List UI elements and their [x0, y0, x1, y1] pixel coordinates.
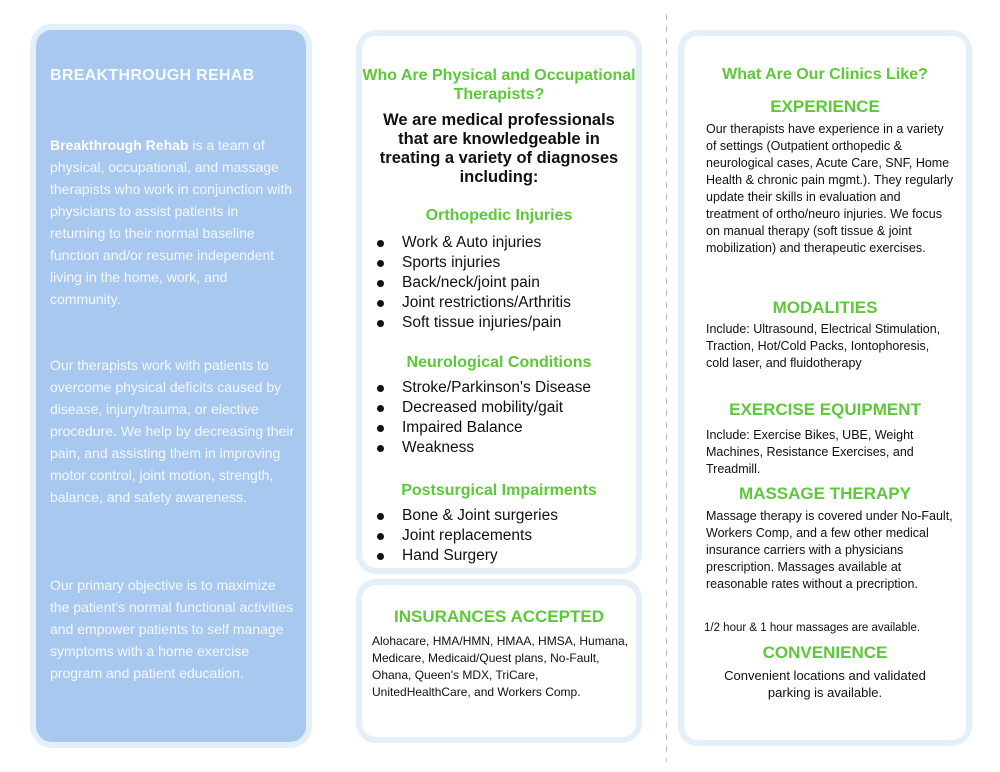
- fold-divider: [666, 14, 667, 762]
- section-title-orthopedic: Orthopedic Injuries: [425, 207, 573, 224]
- insurance-title: INSURANCES ACCEPTED: [393, 607, 604, 626]
- about-paragraph-2: Our therapists work with patients to overcome physical deficits caused by disease, injury/trauma, or elective procedure. We help by decreasing their pain, and assisting them in improving motor control, joint motion, strength, balance, and safety awareness.: [50, 357, 295, 505]
- about-panel: [36, 30, 306, 742]
- section-title-postsurgical: Postsurgical Impairments: [401, 482, 597, 499]
- massage-title: MASSAGE THERAPY: [739, 484, 911, 503]
- list-item: Bone & Joint surgeries: [372, 506, 558, 526]
- list-item: Work & Auto injuries: [372, 233, 571, 253]
- list-item: Stroke/Parkinson's Disease: [372, 378, 591, 398]
- clinics-panel: [684, 36, 966, 740]
- list-item: Back/neck/joint pain: [372, 273, 571, 293]
- modalities-text: Include: Ultrasound, Electrical Stimulation, Traction, Hot/Cold Packs, Iontophoresis, cold laser, and fluidotherapy: [706, 322, 941, 370]
- insurance-panel: [362, 585, 636, 737]
- convenience-text: Convenient locations and validated parking is available.: [724, 668, 926, 700]
- neurological-list: [372, 378, 591, 458]
- equipment-title: EXERCISE EQUIPMENT: [729, 400, 921, 419]
- list-item: Hand Surgery: [372, 546, 558, 566]
- about-title: BREAKTHROUGH REHAB: [50, 67, 255, 84]
- about-brand-name: Breakthrough Rehab: [50, 137, 189, 153]
- about-paragraph-1: [50, 134, 296, 310]
- postsurgical-list: [372, 506, 558, 566]
- list-item: Joint restrictions/Arthritis: [372, 293, 571, 313]
- therapists-panel: [362, 36, 636, 568]
- list-item: Sports injuries: [372, 253, 571, 273]
- orthopedic-list: [372, 233, 571, 333]
- clinics-heading: What Are Our Clinics Like?: [722, 66, 928, 83]
- list-item: Soft tissue injuries/pain: [372, 313, 571, 333]
- therapists-intro: We are medical professionals that are knowledgeable in treating a variety of diagnoses including:: [379, 111, 619, 186]
- list-item: Joint replacements: [372, 526, 558, 546]
- massage-note: 1/2 hour & 1 hour massages are available.: [704, 622, 921, 634]
- insurance-list-text: Alohacare, HMA/HMN, HMAA, HMSA, Humana, Medicare, Medicaid/Quest plans, No-Fault, Ohana, Queen's MDX, TriCare, UnitedHealthCare, and Workers Comp.: [372, 634, 629, 699]
- list-item: Decreased mobility/gait: [372, 398, 591, 418]
- therapists-heading: Who Are Physical and Occupational Therapists?: [362, 67, 636, 103]
- list-item: Impaired Balance: [372, 418, 591, 438]
- section-title-neurological: Neurological Conditions: [406, 354, 592, 371]
- experience-text: Our therapists have experience in a variety of settings (Outpatient orthopedic & neurological cases, Acute Care, SNF, Home Health & chronic pain mgmt.). They regularly update their skills in evaluation and treatment of ortho/neuro injuries. We focus on manual therapy (soft tissue & joint mobilization) and therapeutic exercises.: [706, 122, 954, 255]
- massage-text: Massage therapy is covered under No-Fault, Workers Comp, and a few other medical insurance carriers with a physicians prescription. Massages available at reasonable rates without a precription.: [706, 509, 953, 591]
- modalities-title: MODALITIES: [772, 298, 878, 317]
- about-paragraph-1-text: is a team of physical, occupational, and massage therapists who work in conjunction with physicians to assist patients in returning to their normal baseline function and/or resume independent living in the home, work, and community.: [50, 137, 293, 307]
- list-item: Weakness: [372, 438, 591, 458]
- equipment-text: Include: Exercise Bikes, UBE, Weight Machines, Resistance Exercises, and Treadmill.: [706, 428, 914, 476]
- experience-title: EXPERIENCE: [770, 97, 880, 116]
- about-paragraph-3: Our primary objective is to maximize the patient's normal functional activities and empower patients to self manage symptoms with a home exercise program and patient education.: [50, 577, 294, 681]
- convenience-title: CONVENIENCE: [762, 643, 888, 662]
